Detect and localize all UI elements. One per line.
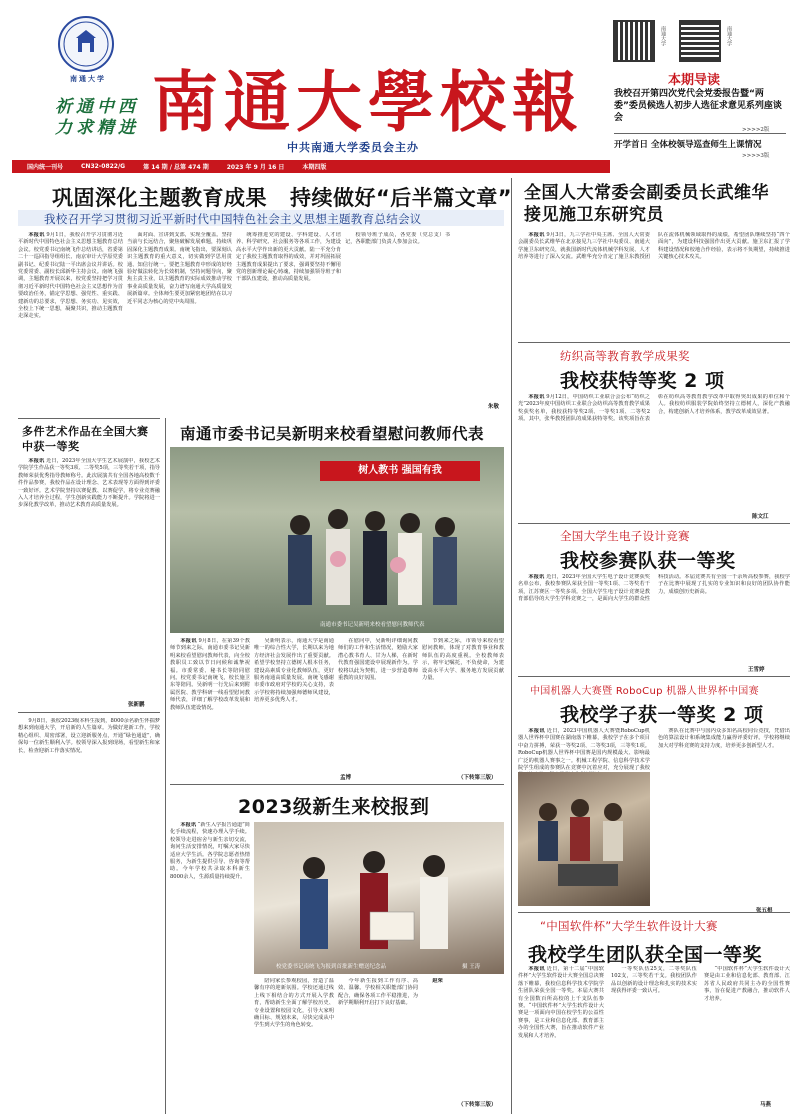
visit-col3-text: 在慰问中，吴新明详细询问教师们的工作和生活情况，勉励大家潜心教书育人、甘为人梯，在新时代教育强国建设中展现新作为。学校将以此为契机，进一步营造尊师重教的良好氛围。 (338, 638, 418, 682)
freshmen-author: 赵荣 (432, 978, 443, 984)
visit-banner-text: 树人教书 强国有我 (358, 465, 442, 476)
qr-code-1[interactable] (613, 20, 655, 62)
art-divider (18, 418, 160, 419)
robo-col-2 (658, 728, 790, 828)
issue-date: 2023 年 9 月 16 日 (226, 164, 285, 171)
lead-column-4 (345, 232, 450, 412)
col-divider-left (165, 418, 166, 1114)
freshmen-column-2 (254, 978, 334, 1110)
visit-reporter: 本报讯 (180, 638, 197, 644)
textile-body: 9月12日，中国纺织工业联合会公布“纺织之光”2023年度中国纺织工业联合会纺织高等教育教学成果奖获奖名单，我校获特等奖2项、一等奖1项、二等奖2项。其中，张华教授团队的成果获特等奖。该奖项旨在表彰在纺织高等教育教学改革中取得突出成果的单位和个人。我校纺织服装学院始终坚持立德树人，深化产教融合，构建创新人才培养体系，教学改革成效显著。 (518, 394, 790, 423)
textile-text (518, 394, 790, 520)
issue-code-2: CN32-0822/G (81, 163, 126, 170)
textile-author: 陈文江 (752, 514, 769, 520)
textile-headline: 我校获特等奖 2 项 (560, 370, 725, 392)
visit-photo (170, 447, 504, 633)
freshmen-col3-text: 今年新生报到工作有序、高效、温馨。学校相关职能部门协同配合，确保各项工作平稳推进，为新学期顺利开启打下良好基础。 (338, 978, 418, 1007)
robo-col2-text: 赛队在比赛中与国内众多知名高校同台竞技，凭借出色的算法设计和系统集成能力赢得评委好评。学校将继续加大对学科竞赛的支持力度，培养更多创新型人才。 (658, 728, 790, 749)
soft-kicker: “中国软件杯”大学生软件设计大赛 (540, 919, 718, 933)
slogan-line-2: 力求精进 (55, 118, 139, 138)
freshmen-col1-text: “新生入学报告通道”简化手续流程，快速办理入学手续。校领导走进宿舍与新生亲切交流，询问生活安排情况，叮嘱大家尽快适应大学生活。各学院志愿者热情服务，为新生提供引导、咨询等帮助。今年学校共录取本科新生8000余人，生源质量持续提升。 (170, 822, 250, 880)
freshmen-continue: （下转第三版） (458, 1102, 497, 1108)
lead-col1-text: 9月1日，我校召开学习贯彻习近平新时代中国特色社会主义思想主题教育总结会议。校党委书记南统飞作总结讲话，省委第二十一巡回指导组组长、南京审计大学原党委副书记、纪委书记陆一平出席会议并讲话。校党委常委、副校长邱新华主持会议。南统飞强调，主题教育开展以来，校党委坚持把学习贯彻习近平新时代中国特色社会主义思想作为首要政治任务，锚定学思想、强党性、重实践、建新功的总要求，学思想、务实功、见实效，全校上下统一思想，凝聚共识，推动主题教育走深走实。 (18, 232, 123, 320)
soft-col-3 (704, 966, 790, 1106)
robo-kicker: 中国机器人大赛暨 RoboCup 机器人世界杯中国赛 (530, 686, 759, 697)
ee-text (518, 574, 790, 672)
preview-item-1-page: >>>>2版 (742, 127, 770, 133)
school-emblem (58, 16, 114, 72)
freshmen-photo-credit: 摄 王涛 (462, 964, 481, 970)
issue-bar (12, 160, 610, 173)
soft-headline: 我校学生团队获全国一等奖 (528, 944, 763, 966)
ee-headline: 我校参赛队获一等奖 (560, 550, 736, 572)
ee-body: 近日，2023年全国大学生电子设计竞赛获奖名单公布，我校参赛队荣获全国一等奖1项、二等奖若干项，江苏赛区一等奖多项。全国大学生电子设计竞赛是教育部倡导的大学生学科竞赛之一，是面向大学生的群众性科技活动。本届竞赛共有全国一千余所高校参赛，我校学子在比赛中展现了扎实的专业知识和良好的团队协作能力，成绩创历史新高。 (518, 574, 790, 603)
visit-continue: （下转第三版） (458, 775, 497, 781)
freshmen-headline: 2023级新生来校报到 (238, 796, 430, 818)
lead-column-3 (236, 232, 341, 412)
visit-photo-caption: 南通市委书记吴新明来校看望慰问教师代表 (320, 622, 425, 628)
npc-body: 9月3日，九三学社中央主席、全国人大常委会副委员长武维华在北京接见九三学社中央委员、南通大学施卫东研究员，就我国新时代流体机械学科发展、人才培养等进行了深入交流。武维华充分肯定了施卫东教授团队在流体机械领域取得的成绩，希望团队继续坚持“四个面向”，为建设科技强国作出更大贡献。施卫东汇报了学科建设情况和校地合作经验，表示将不负期望，持续推进关键核心技术攻关。 (518, 232, 790, 261)
preview-item-2[interactable]: 开学首日 全体校领导巡查师生上课情况 (614, 140, 762, 150)
soft-col-1 (518, 966, 604, 1106)
lead-col4-text: 校领导班子成员，各党委（党总支）书记，各职能部门负责人参加会议。 (345, 232, 450, 246)
freshmen-column-1 (170, 822, 250, 1110)
art-body: 近日，2023年全国大学生艺术展演中，我校艺术学院学生作品获一等奖3项、二等奖5项，三等奖若干项，指导教师荣获优秀指导教师称号。此次展演共有全国各地高校数千件作品参赛，我校作品在设计理念、艺术表现等方面得到评委一致好评。艺术学院坚持以赛促教、以赛促学，将专业竞赛融入人才培养全过程，学生创新实践能力不断提升。学院将进一步深化教学改革，推动艺术教育高质量发展。 (18, 458, 160, 509)
npc-headline: 全国人大常委会副委员长武维华接见施卫东研究员 (524, 183, 769, 225)
lead-column-2 (127, 232, 232, 412)
soft-col3-text: “中国软件杯”大学生软件设计大赛是由工业和信息化部、教育部、江苏省人民政府共同主办的全国性赛事，旨在促进产教融合，推动软件人才培养。 (704, 966, 790, 1002)
lead-reporter: 本报讯 (28, 232, 45, 238)
robot-competition-photo (518, 772, 650, 906)
freshmen-col2-text: 陪同家长参观校园，营造了温馨有序的迎新氛围。学校还通过线上线下相结合的方式开展入学教育，帮助新生全面了解学校历史、专业设置和校园文化，引导大家明确目标、规划未来，尽快完成从中学生到大学生的角色转变。 (254, 978, 334, 1029)
sponsor-line: 中共南通大学委员会主办 (287, 141, 419, 154)
freshmen-column-4 (422, 978, 504, 1100)
visit-column-3 (338, 638, 418, 783)
preview-label: 本期导读 (668, 73, 721, 88)
npc-reporter: 本报讯 (528, 232, 545, 238)
freshmen-reporter: 本报讯 (180, 822, 197, 828)
art-text (18, 458, 160, 706)
ee-kicker: 全国大学生电子设计竞赛 (560, 529, 690, 543)
emblem-text: 南通大学 (70, 74, 106, 83)
lead-column-1 (18, 232, 123, 412)
emblem-icon (60, 18, 112, 70)
visit-headline: 南通市委书记吴新明来校看望慰问教师代表 (180, 425, 485, 443)
newspaper-title: 南通大學校報 (152, 63, 584, 141)
ee-author: 王雪婷 (748, 667, 765, 673)
issue-number: 第 14 期 / 总第 474 期 (143, 164, 209, 171)
art-author: 张新鹏 (128, 702, 145, 708)
visit-column-2 (254, 638, 334, 783)
freshmen-photo (254, 822, 504, 974)
people-icon (518, 772, 650, 906)
soft-reporter: 本报讯 (528, 966, 545, 972)
ee-divider (518, 676, 790, 677)
soft-author: 马燕 (760, 1102, 772, 1108)
textile-reporter: 本报讯 (528, 394, 545, 400)
soft-col2-text: 一等奖队伍25支，二等奖队伍102支，三等奖若干支。我校团队作品以创新的设计理念和扎实的技术实现获得评委一致认可。 (611, 966, 697, 995)
soft-body: 近日，第十二届“中国软件杯”大学生软件设计大赛全国总决赛落下帷幕，我校信息科学技术学院学生团队荣获全国一等奖。本届大赛共有全国数百所高校的上千支队伍参赛。“中国软件杯”大学生软件设计大赛是一项面向中国在校学生的公益性赛事，是工业和信息化部、教育部主办的全国性大赛，旨在推动软件产业发展和人才培养。 (518, 966, 604, 1039)
masthead (0, 0, 800, 159)
preview-divider (614, 133, 786, 134)
lead-col2-text: 面对面、宣讲到支部，实现全覆盖。坚持当前与长远结合，聚焦破解发展难题，持续巩固深化主题教育成果。南统飞指出，要深刻认识主题教育的重大意义，切实做到学思用贯通、知信行统一。要把主题教育中形成的好经验好做法转化为长效机制，坚持问题导向，聚焦主责主业，以主题教育的实际成效推动学校事业高质量发展，奋力谱写南通大学高质量发展新篇章。全体师生要更加紧密地团结在以习近平同志为核心的党中央周围。 (127, 232, 232, 305)
slogan-line-1: 祈通中西 (55, 97, 139, 117)
freshmen-photo-caption: 校党委书记南统飞为报到首批新生赠送纪念品 (276, 964, 387, 970)
npc-text (518, 232, 790, 327)
qr-code-2[interactable] (679, 20, 721, 62)
col-divider-main (511, 178, 512, 1114)
robo-body: 近日，2023中国机器人大赛暨RoboCup机器人世界杯中国赛在湖南落下帷幕，我校学子在多个项目中奋力拼搏，荣获一等奖2项、二等奖3项，三等奖1项。RoboCup机器人世界杯中国赛是国内规模最大、影响最广泛的机器人赛事之一。机械工程学院、信息科学技术学院学生组成的参赛队在竞赛中沉着应对，充分展现了我校 (518, 728, 650, 772)
visit-divider (170, 784, 504, 785)
textile-kicker: 纺织高等教育教学成果奖 (560, 349, 690, 363)
robo-author: 张五根 (756, 908, 773, 914)
art-headline: 多件艺术作品在全国大赛中获一等奖 (22, 425, 149, 453)
left-col-divider (18, 712, 160, 713)
ee-reporter: 本报讯 (528, 574, 545, 580)
npc-divider (518, 342, 790, 343)
issue-code-1: 国内统一刊号 (27, 164, 64, 171)
qr-code-2-label: 南通大学 (726, 26, 732, 46)
lead-subhead: 我校召开学习贯彻习近平新时代中国特色社会主义思想主题教育总结会议 (44, 212, 422, 226)
freshmen-column-3 (338, 978, 418, 1110)
robo-reporter: 本报讯 (528, 728, 545, 734)
robo-divider (518, 912, 790, 913)
lead-headline-a: 巩固深化主题教育成果 (52, 186, 267, 210)
visit-col1-text: 9月8日，在第39个教师节到来之际，南通市委书记吴新明来校看望慰问教师代表，向全校教职员工致以节日问候和诚挚祝福。市委常委、秘书长等陪同慰问。校党委书记南统飞，校长施卫东等陪同。吴新明一行先后来到附属医院、教学科研一线看望慰问教师代表，详细了解学校改革发展和教师队伍建设情况。 (170, 638, 250, 711)
textile-divider (518, 523, 790, 524)
left-col-continued-text: 9月8日，我校2023级本科生报到，8000余名新生怀揣梦想来到南通大学，开启新的人生篇章。为做好迎新工作，学校精心组织、周密部署，设立迎新服务点，开通“绿色通道”，确保每一位新生顺利入学。校领导深入报到现场，看望新生和家长，检查迎新工作落实情况。 (18, 718, 160, 754)
left-col-continued (18, 718, 160, 1110)
qr-code-1-label: 南通大学 (660, 26, 666, 46)
visit-col2-text: 吴新明表示，南通大学是南通唯一的综合性大学，长期以来为地方经济社会发展作出了重要贡献。希望学校坚持立德树人根本任务，建设高素质专业化教师队伍，更好服务南通高质量发展。南统飞感谢市委市政府对学校的关心支持，表示学校将持续加强师德师风建设，培养更多优秀人才。 (254, 638, 334, 704)
issue-weekday: 本期四版 (302, 164, 327, 171)
visit-col4-text: 节到来之际，市领导来校看望慰问教师，体现了对教育事业和教师队伍的高度重视。全校教师表示，将牢记嘱托，不负使命，为建设高水平大学、服务地方发展贡献力量。 (422, 638, 504, 682)
freshmen-people-icon (254, 822, 504, 974)
preview-item-2-page: >>>>3版 (742, 153, 770, 159)
soft-col-2 (611, 966, 697, 1106)
group-people-icon (170, 447, 504, 633)
preview-item-1[interactable]: 我校召开第四次党代会党委报告暨“两委”委员候选人初步人选征求意见系列座谈会 (614, 89, 782, 123)
lead-headline-b: 持续做好“后半篇文章” (290, 186, 513, 210)
visit-author: 孟博 (340, 775, 352, 781)
visit-column-4 (422, 638, 504, 783)
art-reporter: 本报讯 (28, 458, 45, 464)
lead-col3-text: 统筹推进党的建设、学科建设、人才培养、科学研究、社会服务等各项工作，为建设高水平大学作出新的更大贡献。陆一平充分肯定了我校主题教育取得的成效，并对巩固拓展主题教育成果提出了要求，强调要坚持不懈用党的创新理论凝心铸魂，持续加强领导班子和干部队伍建设，推动高质量发展。 (236, 232, 341, 283)
visit-column-1 (170, 638, 250, 783)
robo-headline: 我校学子获一等奖 2 项 (560, 704, 764, 726)
lead-author: 朱敬 (488, 404, 500, 410)
